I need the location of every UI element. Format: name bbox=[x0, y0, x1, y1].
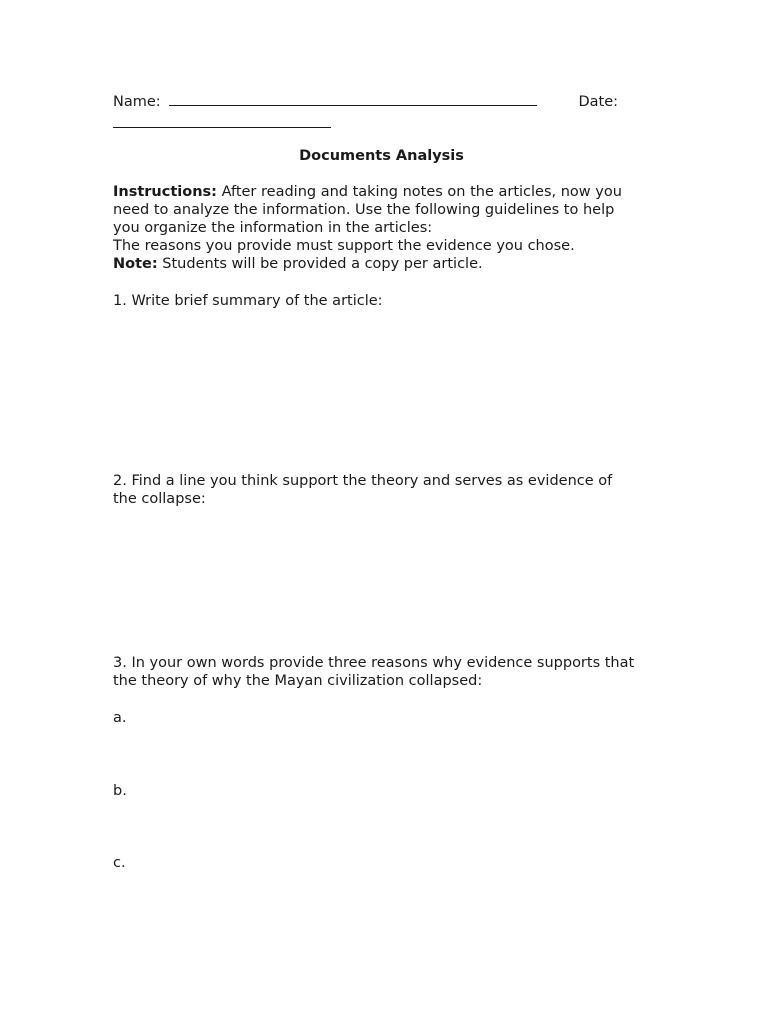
instructions-label: Instructions: bbox=[113, 184, 217, 200]
name-label: Name: bbox=[113, 94, 161, 110]
name-date-row bbox=[113, 93, 618, 111]
question-3 bbox=[113, 654, 673, 690]
question-2-line-1: 2. Find a line you think support the theory and serves as evidence of bbox=[113, 473, 613, 489]
question-1: 1. Write brief summary of the article: bbox=[113, 293, 383, 309]
instructions-text-1: After reading and taking notes on the articles, now you bbox=[216, 184, 622, 200]
question-3-line-1: 3. In your own words provide three reasons why evidence supports that bbox=[113, 655, 635, 671]
date-blank-line[interactable] bbox=[113, 115, 331, 128]
instructions-line-2: need to analyze the information. Use the following guidelines to help bbox=[113, 202, 615, 218]
answer-b-label: b. bbox=[113, 783, 127, 799]
question-2-line-2: the collapse: bbox=[113, 491, 206, 507]
note-label: Note: bbox=[113, 256, 158, 272]
date-blank-row bbox=[113, 115, 331, 133]
name-blank-line[interactable] bbox=[169, 93, 537, 106]
instructions-line-3: you organize the information in the articles: bbox=[113, 220, 433, 236]
page-title: Documents Analysis bbox=[299, 148, 464, 164]
instructions-line-1 bbox=[113, 183, 673, 201]
worksheet-page bbox=[113, 0, 673, 1024]
note-text: Students will be provided a copy per article. bbox=[157, 256, 483, 272]
date-label: Date: bbox=[578, 94, 619, 110]
instructions-block bbox=[113, 183, 673, 273]
answer-a-label: a. bbox=[113, 710, 127, 726]
question-2 bbox=[113, 472, 673, 508]
note-line bbox=[113, 255, 673, 273]
instructions-line-4: The reasons you provide must support the evidence you chose. bbox=[113, 238, 575, 254]
answer-c-label: c. bbox=[113, 855, 126, 871]
question-3-line-2: the theory of why the Mayan civilization collapsed: bbox=[113, 673, 483, 689]
